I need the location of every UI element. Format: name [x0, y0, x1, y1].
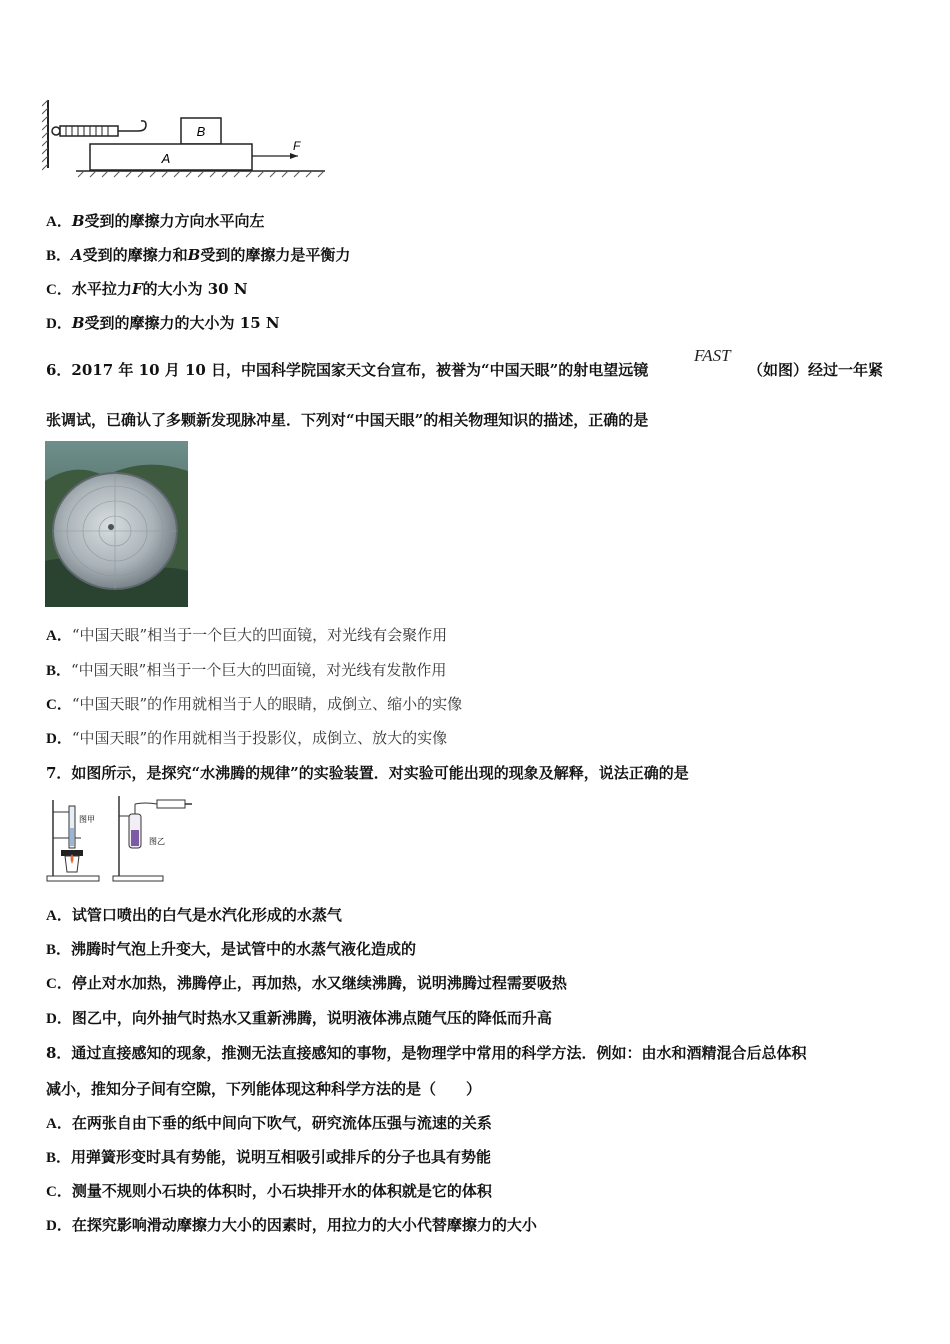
spring-scale-icon [52, 121, 146, 136]
q7-option-d[interactable]: D．图乙中，向外抽气时热水又重新沸腾，说明液体沸点随气压的降低而升高 [46, 1009, 552, 1027]
q7-option-c[interactable]: C．停止对水加热，沸腾停止，再加热，水又继续沸腾，说明沸腾过程需要吸热 [46, 974, 567, 992]
q6-option-d[interactable]: D．“中国天眼”的作用就相当于投影仪，成倒立、放大的实像 [46, 729, 448, 747]
q5-option-c[interactable]: C．水平拉力F的大小为 30 N [46, 280, 248, 298]
q6-stem-line1-end: （如图）经过一年紧 [748, 361, 884, 379]
q8-stem-line1: 8．通过直接感知的现象，推测无法直接感知的事物，是物理学中常用的科学方法．例如：由水和酒精混合后总体积 [46, 1044, 807, 1062]
q7-figure [45, 792, 195, 884]
q6-stem-line1: 6．2017 年 10 月 10 日，中国科学院国家天文台宣布，被誉为“中国天眼”的射电望远镜 [46, 361, 649, 379]
fast-telescope-photo [45, 441, 188, 607]
q5-option-d[interactable]: D．B受到的摩擦力的大小为 15 N [46, 314, 280, 332]
q6-option-b[interactable]: B．“中国天眼”相当于一个巨大的凹面镜，对光线有发散作用 [46, 661, 447, 679]
q8-option-a[interactable]: A．在两张自由下垂的纸中间向下吹气，研究流体压强与流速的关系 [46, 1114, 492, 1132]
q8-stem-line2: 减小，推知分子间有空隙，下列能体现这种科学方法的是（ ） [46, 1080, 482, 1098]
q7-option-a[interactable]: A．试管口喷出的白气是水汽化形成的水蒸气 [46, 906, 342, 924]
q5-option-a[interactable]: A．B受到的摩擦力方向水平向左 [46, 212, 265, 230]
label-a: A [161, 151, 171, 166]
q8-option-d[interactable]: D．在探究影响滑动摩擦力大小的因素时，用拉力的大小代替摩擦力的大小 [46, 1216, 537, 1234]
q6-option-c[interactable]: C．“中国天眼”的作用就相当于人的眼睛，成倒立、缩小的实像 [46, 695, 463, 713]
q7-stem: 7．如图所示，是探究“水沸腾的规律”的实验装置．对实验可能出现的现象及解释，说法正确的是 [46, 764, 689, 782]
q7-option-b[interactable]: B．沸腾时气泡上升变大，是试管中的水蒸气液化造成的 [46, 940, 417, 958]
q6-stem-line2: 张调试，已确认了多颗新发现脉冲星．下列对“中国天眼”的相关物理知识的描述，正确的是 [46, 411, 649, 429]
q8-option-c[interactable]: C．测量不规则小石块的体积时，小石块排开水的体积就是它的体积 [46, 1182, 492, 1200]
label-jia: 图甲 [79, 815, 95, 824]
q5-figure [42, 98, 332, 180]
q8-option-b[interactable]: B．用弹簧形变时具有势能，说明互相吸引或排斥的分子也具有势能 [46, 1148, 492, 1166]
q6-option-a[interactable]: A．“中国天眼”相当于一个巨大的凹面镜，对光线有会聚作用 [46, 626, 448, 644]
label-b: B [196, 124, 206, 139]
label-yi: 图乙 [149, 837, 165, 846]
label-f: F [293, 139, 301, 153]
q5-option-b[interactable]: B．A受到的摩擦力和B受到的摩擦力是平衡力 [46, 246, 351, 264]
fast-label: FAST [694, 346, 731, 365]
